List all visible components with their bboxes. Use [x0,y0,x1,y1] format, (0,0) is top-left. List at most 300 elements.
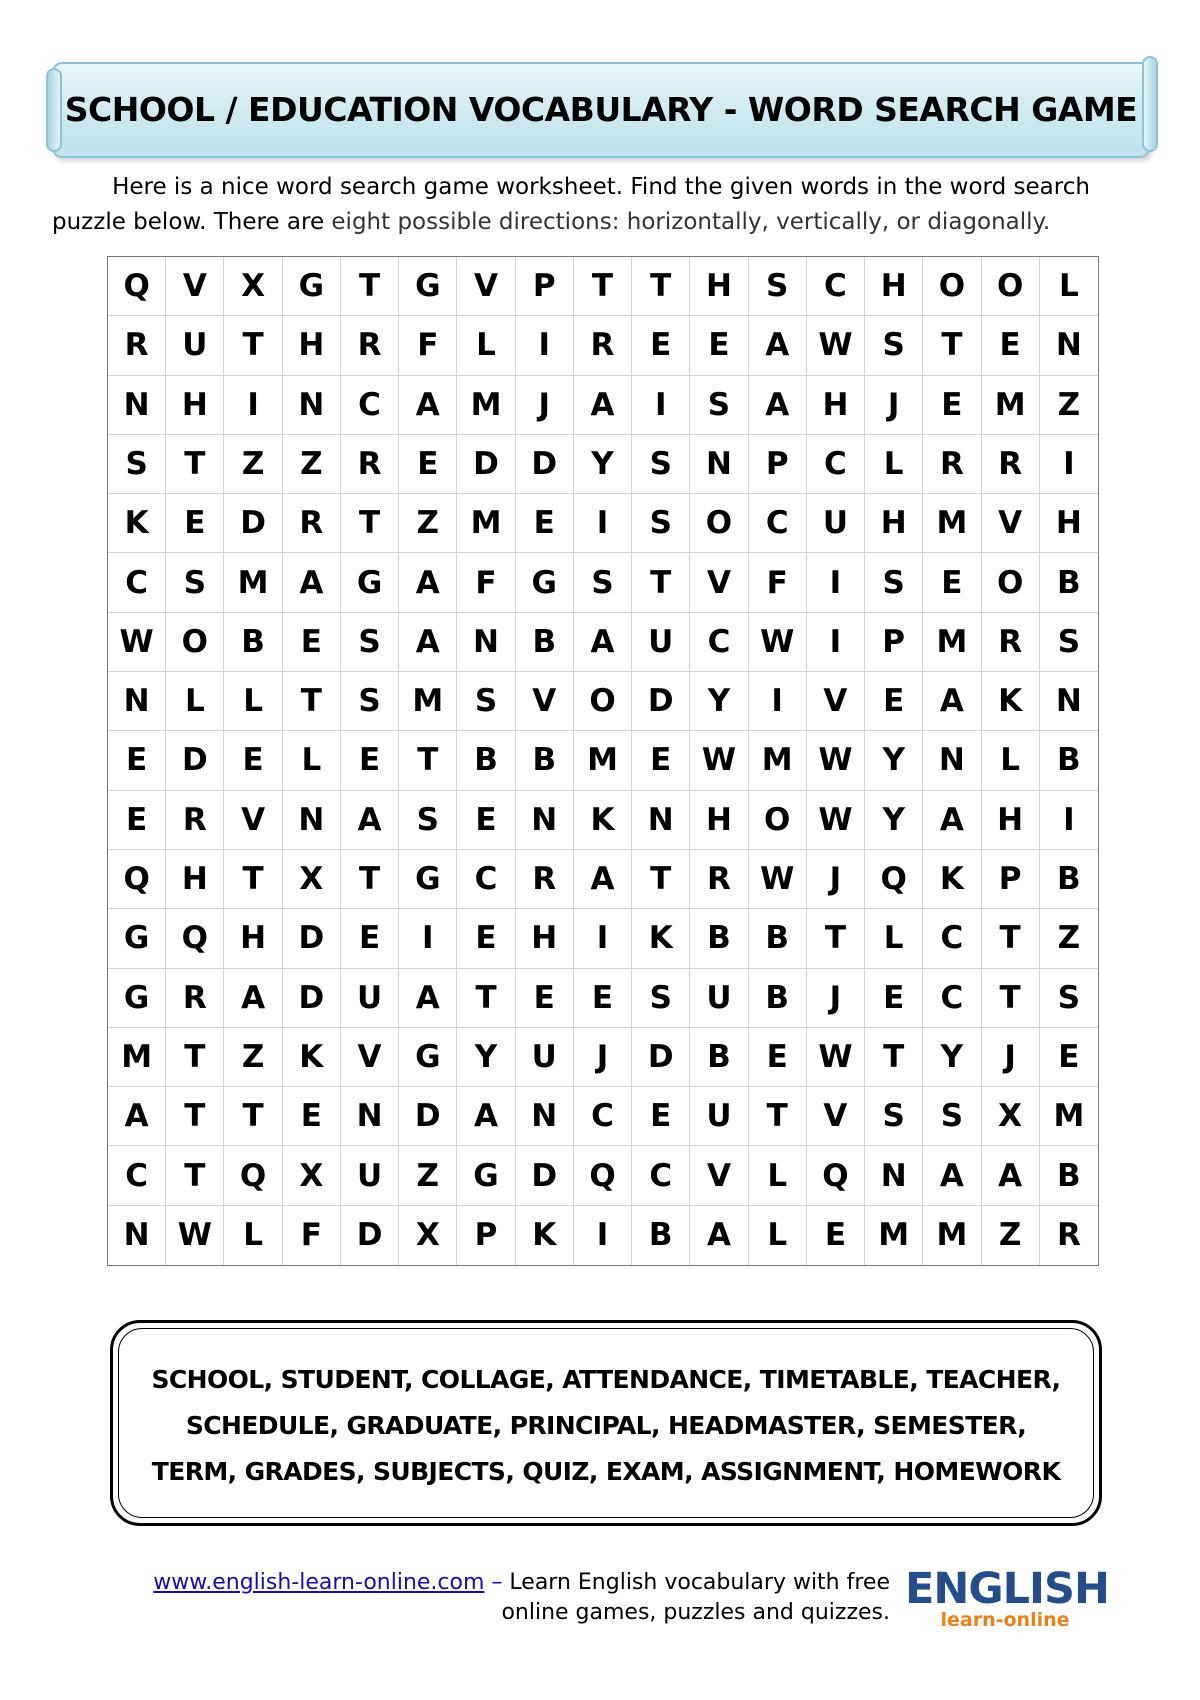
grid-cell[interactable]: R [283,494,341,553]
grid-cell[interactable]: S [690,376,748,435]
grid-cell[interactable]: T [982,969,1040,1028]
grid-cell[interactable]: D [632,1028,690,1087]
grid-cell[interactable]: A [399,376,457,435]
grid-cell[interactable]: J [807,969,865,1028]
grid-cell[interactable]: N [516,791,574,850]
grid-cell[interactable]: A [574,613,632,672]
grid-cell[interactable]: B [1040,731,1098,790]
grid-cell[interactable]: Q [166,909,224,968]
grid-cell[interactable]: T [632,553,690,612]
grid-cell[interactable]: M [923,1206,981,1265]
grid-cell[interactable]: Z [224,435,282,494]
footer-line-2: online games, puzzles and quizzes. [501,1600,890,1625]
grid-cell[interactable]: I [574,494,632,553]
grid-cell[interactable]: G [341,553,399,612]
grid-cell[interactable]: E [516,494,574,553]
grid-cell[interactable]: T [166,1146,224,1205]
grid-cell[interactable]: C [108,1146,166,1205]
grid-cell[interactable]: C [574,1087,632,1146]
grid-cell[interactable]: W [749,850,807,909]
grid-cell[interactable]: A [690,1206,748,1265]
grid-cell[interactable]: E [632,731,690,790]
grid-cell[interactable]: Z [1040,909,1098,968]
grid-cell[interactable]: S [923,1087,981,1146]
grid-cell[interactable]: I [574,909,632,968]
grid-cell[interactable]: E [749,1028,807,1087]
grid-cell[interactable]: S [399,791,457,850]
grid-cell[interactable]: S [632,435,690,494]
grid-cell[interactable]: A [982,1146,1040,1205]
grid-cell[interactable]: A [341,791,399,850]
grid-cell[interactable]: G [399,257,457,316]
grid-cell[interactable]: C [807,257,865,316]
grid-cell[interactable]: D [283,969,341,1028]
grid-cell[interactable]: S [749,257,807,316]
grid-cell[interactable]: T [224,1087,282,1146]
grid-cell[interactable]: N [457,613,515,672]
grid-cell[interactable]: V [807,1087,865,1146]
grid-cell[interactable]: C [457,850,515,909]
grid-cell[interactable]: S [1040,613,1098,672]
grid-cell[interactable]: T [923,316,981,375]
grid-cell[interactable]: Z [1040,376,1098,435]
grid-cell[interactable]: P [982,850,1040,909]
grid-cell[interactable]: O [166,613,224,672]
grid-cell[interactable]: T [283,672,341,731]
grid-cell[interactable]: T [341,850,399,909]
grid-cell[interactable]: M [457,376,515,435]
grid-cell[interactable]: O [982,257,1040,316]
grid-cell[interactable]: B [457,731,515,790]
grid-cell[interactable]: N [1040,672,1098,731]
grid-cell[interactable]: W [807,316,865,375]
grid-cell[interactable]: R [1056,1217,1081,1254]
grid-cell[interactable]: E [224,731,282,790]
grid-cell[interactable]: M [749,731,807,790]
grid-cell[interactable]: H [224,909,282,968]
grid-cell[interactable]: N [690,435,748,494]
grid-cell[interactable]: R [341,435,399,494]
grid-cell[interactable]: V [982,494,1040,553]
grid-cell[interactable]: M [224,553,282,612]
grid-cell[interactable]: N [283,376,341,435]
grid-cell[interactable]: F [457,553,515,612]
grid-cell[interactable]: V [690,553,748,612]
grid-cell[interactable]: A [574,850,632,909]
word-list-line-2: SCHEDULE, GRADUATE, PRINCIPAL, HEADMASTER, SEMESTER, [185,1411,1027,1440]
grid-cell[interactable]: N [108,376,166,435]
grid-cell[interactable]: U [341,1146,399,1205]
grid-cell[interactable]: L [865,435,923,494]
grid-cell[interactable]: B [1040,553,1098,612]
grid-cell[interactable]: A [399,553,457,612]
grid-cell[interactable]: M [574,731,632,790]
grid-cell[interactable]: B [749,969,807,1028]
grid-cell[interactable]: X [224,257,282,316]
grid-cell[interactable]: Q [108,257,166,316]
grid-cell[interactable]: H [807,376,865,435]
grid-cell[interactable]: H [982,791,1040,850]
word-search-grid [107,256,1099,1266]
grid-cell[interactable]: R [166,969,224,1028]
grid-cell[interactable]: C [341,376,399,435]
grid-cell[interactable]: L [224,672,282,731]
grid-cell[interactable]: T [224,316,282,375]
grid-cell[interactable]: Y [923,1028,981,1087]
grid-cell[interactable]: E [166,494,224,553]
grid-cell[interactable]: S [108,435,166,494]
footer [110,1568,890,1628]
grid-cell[interactable]: V [516,672,574,731]
grid-cell[interactable]: T [166,1028,224,1087]
word-list-box [110,1320,1102,1526]
grid-cell[interactable]: R [982,613,1040,672]
grid-cell[interactable]: F [283,1206,341,1265]
grid-cell[interactable]: Q [807,1146,865,1205]
grid-cell[interactable]: D [399,1087,457,1146]
grid-cell[interactable]: L [749,1146,807,1205]
grid-cell[interactable]: R [923,435,981,494]
grid-cell[interactable]: E [341,731,399,790]
grid-cell[interactable]: V [224,791,282,850]
grid-cell[interactable]: D [516,1146,574,1205]
grid-cell[interactable]: H [1040,494,1098,553]
grid-cell[interactable]: U [690,1087,748,1146]
grid-cell[interactable]: Q [865,850,923,909]
grid-cell[interactable]: N [516,1087,574,1146]
grid-cell[interactable]: M [923,613,981,672]
grid-cell[interactable]: S [166,553,224,612]
grid-cell[interactable]: L [749,1206,807,1265]
grid-cell[interactable]: E [457,791,515,850]
grid-cell[interactable]: V [690,1146,748,1205]
logo-sub-text: learn-online [940,1609,1070,1631]
grid-cell[interactable]: U [341,969,399,1028]
grid-cell[interactable]: L [224,1206,282,1265]
grid-cell[interactable]: A [574,376,632,435]
grid-cell[interactable]: H [516,909,574,968]
grid-cell[interactable]: A [108,1087,166,1146]
grid-cell[interactable]: Y [865,791,923,850]
grid-cell[interactable]: T [632,850,690,909]
grid-cell[interactable]: Z [399,1146,457,1205]
grid-cell[interactable]: P [516,257,574,316]
grid-cell[interactable]: A [923,791,981,850]
grid-cell[interactable]: E [923,553,981,612]
grid-cell[interactable]: B [690,1028,748,1087]
grid-cell[interactable]: Q [574,1146,632,1205]
grid-cell[interactable]: X [399,1206,457,1265]
page-title: SCHOOL / EDUCATION VOCABULARY - WORD SEARCH GAME [64,90,1138,129]
grid-cell[interactable]: R [516,850,574,909]
grid-cell[interactable]: Y [457,1028,515,1087]
grid-cell[interactable]: P [865,613,923,672]
grid-cell[interactable]: B [224,613,282,672]
grid-cell[interactable]: T [632,257,690,316]
grid-cell[interactable]: T [982,909,1040,968]
grid-cell[interactable]: I [399,909,457,968]
grid-cell[interactable]: V [457,257,515,316]
grid-cell[interactable]: W [807,791,865,850]
grid-cell[interactable]: V [341,1028,399,1087]
instructions-directions: eight possible directions: horizontally, vertically, or diagonally. [331,209,1051,235]
grid-cell[interactable]: G [399,850,457,909]
grid-cell[interactable]: E [574,969,632,1028]
grid-cell[interactable]: I [632,376,690,435]
grid-cell[interactable]: N [632,791,690,850]
grid-cell[interactable]: D [516,435,574,494]
grid-cell[interactable]: K [574,791,632,850]
grid-cell[interactable]: N [108,672,166,731]
grid-cell[interactable]: O [574,672,632,731]
grid-cell[interactable]: E [632,316,690,375]
grid-cell[interactable]: S [865,553,923,612]
grid-cell[interactable]: J [516,376,574,435]
grid-cell[interactable]: U [632,613,690,672]
grid-cell[interactable]: A [457,1087,515,1146]
grid-cell[interactable]: E [108,791,166,850]
grid-cell[interactable]: I [749,672,807,731]
grid-cell[interactable]: H [865,257,923,316]
grid-cell[interactable]: G [516,553,574,612]
grid-cell[interactable]: E [283,613,341,672]
grid-cell[interactable]: E [283,1087,341,1146]
grid-cell[interactable]: E [457,909,515,968]
grid-cell[interactable]: T [341,494,399,553]
grid-cell[interactable]: H [166,376,224,435]
grid-cell[interactable]: W [108,613,166,672]
grid-cell[interactable]: H [283,316,341,375]
grid-cell[interactable]: Y [865,731,923,790]
grid-cell[interactable]: A [923,1146,981,1205]
grid-cell[interactable]: F [749,553,807,612]
grid-cell[interactable]: C [690,613,748,672]
grid-cell[interactable]: H [690,791,748,850]
grid-cell[interactable]: T [166,1087,224,1146]
grid-cell[interactable]: L [283,731,341,790]
grid-cell[interactable]: T [457,969,515,1028]
grid-cell[interactable]: Q [108,850,166,909]
brand-logo[interactable] [905,1564,1110,1638]
grid-cell[interactable]: F [399,316,457,375]
grid-cell[interactable]: S [1040,969,1098,1028]
grid-cell[interactable]: N [1040,316,1098,375]
grid-cell[interactable]: N [283,791,341,850]
grid-cell[interactable]: C [923,909,981,968]
grid-cell[interactable]: N [865,1146,923,1205]
grid-cell[interactable]: A [399,969,457,1028]
grid-cell[interactable]: D [457,435,515,494]
grid-cell[interactable]: G [457,1146,515,1205]
grid-cell[interactable]: E [690,316,748,375]
grid-cell[interactable]: S [341,672,399,731]
grid-cell[interactable]: I [1040,791,1098,850]
grid-cell[interactable]: E [865,672,923,731]
grid-cell[interactable]: E [865,969,923,1028]
grid-cell[interactable]: N [108,1206,166,1265]
grid-cell[interactable]: O [690,494,748,553]
grid-cell[interactable]: O [923,257,981,316]
website-link[interactable]: www.english-learn-online.com [153,1570,485,1595]
grid-cell[interactable]: W [807,1028,865,1087]
grid-cell[interactable]: C [807,435,865,494]
grid-cell[interactable]: P [457,1206,515,1265]
grid-cell[interactable]: B [516,731,574,790]
grid-cell[interactable]: B [749,909,807,968]
grid-cell[interactable]: T [574,257,632,316]
grid-cell[interactable]: P [749,435,807,494]
grid-cell[interactable]: M [399,672,457,731]
grid-cell[interactable]: I [807,553,865,612]
instructions-line-1: Here is a nice word search game worksheet. Find the given words in the word search [112,174,1090,200]
grid-cell[interactable]: I [574,1206,632,1265]
grid-cell[interactable]: E [982,316,1040,375]
grid-cell[interactable]: K [283,1028,341,1087]
grid-cell[interactable]: U [807,494,865,553]
grid-cell[interactable]: J [865,376,923,435]
grid-cell[interactable]: M [457,494,515,553]
grid-cell[interactable]: U [690,969,748,1028]
grid-cell[interactable]: L [166,672,224,731]
grid-cell[interactable]: A [923,672,981,731]
grid-cell[interactable]: R [108,316,166,375]
grid-cell[interactable]: S [574,553,632,612]
grid-cell[interactable]: K [923,850,981,909]
grid-cell[interactable]: E [399,435,457,494]
grid-cell[interactable]: N [341,1087,399,1146]
grid-cell[interactable]: T [224,850,282,909]
grid-cell[interactable]: X [283,850,341,909]
grid-cell[interactable]: T [807,909,865,968]
grid-cell[interactable]: T [749,1087,807,1146]
grid-cell[interactable]: Z [982,1206,1040,1265]
grid-cell[interactable]: Y [574,435,632,494]
grid-cell[interactable]: D [166,731,224,790]
grid-cell[interactable]: A [399,613,457,672]
grid-cell[interactable]: C [923,969,981,1028]
grid-cell[interactable]: X [982,1087,1040,1146]
grid-cell[interactable]: N [923,731,981,790]
grid-cell[interactable]: A [749,316,807,375]
grid-cell[interactable]: K [516,1206,574,1265]
grid-cell[interactable]: O [749,791,807,850]
grid-cell[interactable]: B [1040,1146,1098,1205]
grid-cell[interactable]: G [399,1028,457,1087]
grid-cell[interactable]: D [341,1206,399,1265]
grid-cell[interactable]: B [516,613,574,672]
grid-cell[interactable]: A [283,553,341,612]
grid-cell[interactable]: M [108,1028,166,1087]
grid-cell[interactable]: I [807,613,865,672]
grid-cell[interactable]: Z [399,494,457,553]
grid-cell[interactable]: R [690,850,748,909]
grid-cell[interactable]: Z [224,1028,282,1087]
grid-cell[interactable]: J [574,1028,632,1087]
grid-cell[interactable]: T [865,1028,923,1087]
grid-cell[interactable]: M [865,1206,923,1265]
grid-cell[interactable]: T [341,257,399,316]
grid-cell[interactable]: G [283,257,341,316]
grid-cell[interactable]: A [749,376,807,435]
grid-cell[interactable]: H [865,494,923,553]
grid-cell[interactable]: V [807,672,865,731]
grid-cell[interactable]: T [166,435,224,494]
grid-cell[interactable]: C [108,553,166,612]
grid-cell[interactable]: G [108,909,166,968]
grid-cell[interactable]: T [399,731,457,790]
grid-cell[interactable]: H [166,850,224,909]
grid-cell[interactable]: R [574,316,632,375]
grid-cell[interactable]: L [982,731,1040,790]
grid-cell[interactable]: I [1040,435,1098,494]
grid-cell[interactable]: E [923,376,981,435]
grid-cell[interactable]: U [516,1028,574,1087]
grid-cell[interactable]: R [341,316,399,375]
grid-cell[interactable]: E [807,1206,865,1265]
grid-cell[interactable]: Y [690,672,748,731]
grid-cell[interactable]: M [923,494,981,553]
grid-cell[interactable]: S [632,969,690,1028]
grid-cell[interactable]: S [865,1087,923,1146]
grid-cell[interactable]: B [632,1206,690,1265]
grid-cell[interactable]: V [166,257,224,316]
grid-cell[interactable]: B [1040,850,1098,909]
grid-cell[interactable]: D [224,494,282,553]
grid-cell[interactable]: G [108,969,166,1028]
grid-cell[interactable]: L [865,909,923,968]
grid-cell[interactable]: D [632,672,690,731]
grid-cell[interactable]: S [457,672,515,731]
grid-cell[interactable]: W [749,613,807,672]
grid-cell[interactable]: R [166,791,224,850]
grid-cell[interactable]: I [516,316,574,375]
grid-cell[interactable]: S [865,316,923,375]
grid-cell[interactable]: M [982,376,1040,435]
grid-cell[interactable]: M [1040,1087,1098,1146]
grid-cell[interactable]: E [108,731,166,790]
grid-cell[interactable]: S [632,494,690,553]
grid-cell[interactable]: W [807,731,865,790]
grid-cell[interactable]: U [166,316,224,375]
grid-cell[interactable]: O [982,553,1040,612]
grid-cell[interactable]: B [690,909,748,968]
grid-cell[interactable]: E [341,909,399,968]
grid-cell[interactable]: K [108,494,166,553]
grid-cell[interactable]: R [982,435,1040,494]
grid-cell[interactable]: W [690,731,748,790]
grid-cell[interactable]: X [283,1146,341,1205]
grid-cell[interactable]: E [516,969,574,1028]
grid-cell[interactable]: Q [224,1146,282,1205]
grid-cell[interactable]: I [224,376,282,435]
grid-cell[interactable]: E [632,1087,690,1146]
grid-cell[interactable]: Z [283,435,341,494]
grid-cell[interactable]: C [749,494,807,553]
grid-cell[interactable]: H [690,257,748,316]
grid-cell[interactable]: K [632,909,690,968]
grid-cell[interactable]: S [341,613,399,672]
grid-cell[interactable]: D [283,909,341,968]
grid-cell[interactable]: A [224,969,282,1028]
grid-cell[interactable]: L [457,316,515,375]
grid-cell[interactable]: C [632,1146,690,1205]
grid-cell[interactable]: J [807,850,865,909]
grid-cell[interactable]: J [982,1028,1040,1087]
grid-cell[interactable]: K [982,672,1040,731]
grid-cell[interactable]: W [166,1206,224,1265]
grid-cell[interactable]: L [1040,257,1098,316]
grid-cell[interactable]: E [1040,1028,1098,1087]
